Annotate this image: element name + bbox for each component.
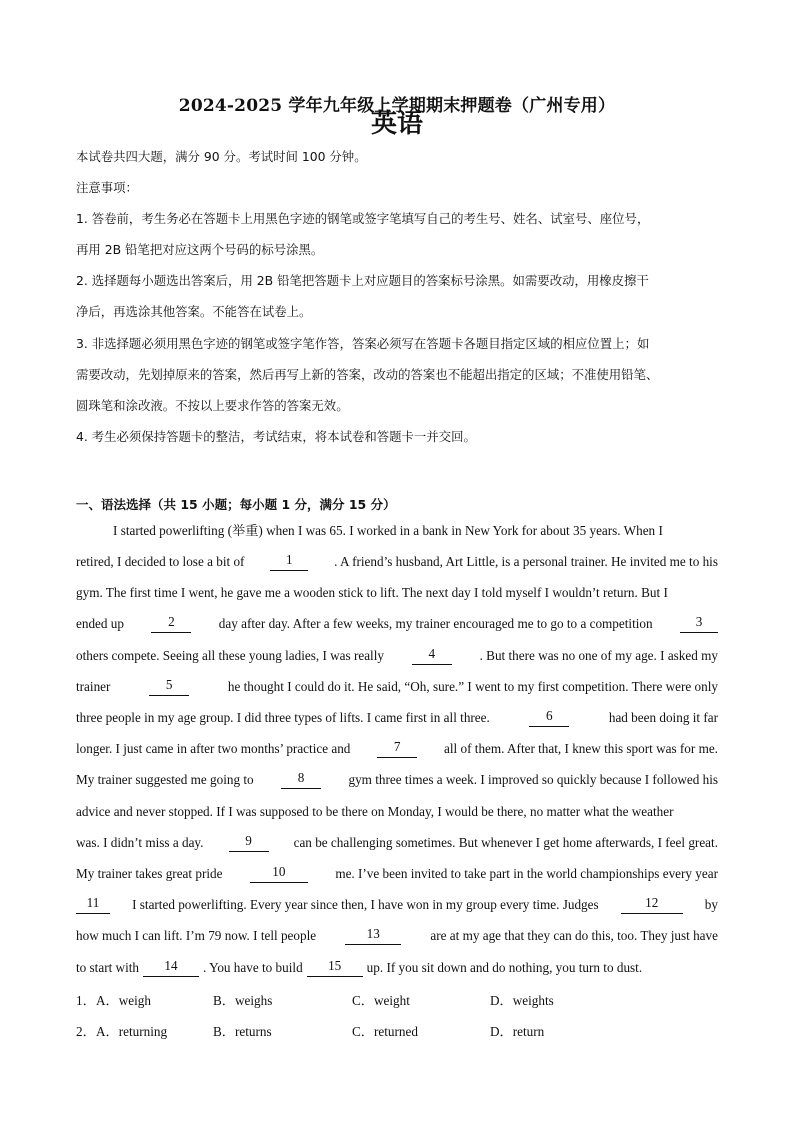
note-line: 4. 考生必须保持答题卡的整洁，考试结束，将本试卷和答题卡一并交回。: [76, 429, 476, 444]
option-b[interactable]: B．weighs: [213, 993, 273, 1008]
option-b[interactable]: B．returns: [213, 1024, 272, 1039]
exam-title: 2024-2025 学年九年级上学期期末押题卷（广州专用）: [178, 96, 616, 116]
answer-blank[interactable]: 3: [680, 615, 718, 633]
answer-blank[interactable]: 14: [143, 959, 199, 977]
note-line: 3. 非选择题必须用黑色字迹的钢笔或签字笔作答，答案必须写在答题卡各题目指定区域的相应位置上；如: [76, 336, 650, 351]
answer-blank[interactable]: 12: [621, 896, 683, 914]
answer-blank[interactable]: 5: [149, 678, 189, 696]
passage-line: My trainer takes great pride 10 me. I’ve been invited to take part in the world championships every year: [76, 864, 718, 881]
answer-blank[interactable]: 9: [229, 834, 269, 852]
answer-blank[interactable]: 10: [250, 865, 308, 883]
option-a[interactable]: A．returning: [96, 1024, 168, 1039]
note-line: 净后，再选涂其他答案。不能答在试卷上。: [76, 304, 312, 319]
answer-blank[interactable]: 1: [270, 553, 308, 571]
passage-line: retired, I decided to lose a bit of 1 . A friend’s husband, Art Little, is a personal trainer. He invited me to his: [76, 552, 718, 569]
passage-line: My trainer suggested me going to 8 gym three times a week. I improved so quickly because I followed his: [76, 770, 718, 787]
option-d[interactable]: D．weights: [490, 993, 554, 1008]
passage-line: was. I didn’t miss a day. 9 can be challenging sometimes. But whenever I get home afterwards, I feel great.: [76, 833, 718, 850]
passage-line: ended up 2 day after day. After a few weeks, my trainer encouraged me to go to a competition 3: [76, 615, 718, 633]
passage-line: others compete. Seeing all these young ladies, I was really 4 . But there was no one of my age. I asked my: [76, 646, 718, 663]
passage-line: three people in my age group. I did three types of lifts. I came first in all three. 6 had been doing it far: [76, 708, 718, 725]
note-line: 1. 答卷前，考生务必在答题卡上用黑色字迹的钢笔或签字笔填写自己的考生号、姓名、试室号、座位号，: [76, 211, 650, 226]
passage-line: gym. The first time I went, he gave me a wooden stick to lift. The next day I told myself I wouldn’t return. But I: [76, 585, 668, 600]
subject-title: 英语: [370, 109, 423, 139]
note-line: 圆珠笔和涂改液。不按以上要求作答的答案无效。: [76, 398, 349, 413]
option-c[interactable]: C．weight: [352, 993, 410, 1008]
passage-line: I started powerlifting (举重) when I was 65. I worked in a bank in New York for about 35 years. When I: [113, 523, 663, 538]
passage-line: trainer 5 he thought I could do it. He said, “Oh, sure.” I went to my first competition. There were only: [76, 677, 718, 694]
section-title: 一、语法选择（共 15 小题；每小题 1 分，满分 15 分）: [76, 497, 396, 512]
answer-blank[interactable]: 4: [412, 647, 452, 665]
note-line: 再用 2B 铅笔把对应这两个号码的标号涂黑。: [76, 242, 324, 257]
passage-line: to start with 14 . You have to build 15 up. If you sit down and do nothing, you turn to dust.: [76, 958, 643, 975]
question-number: 2．: [76, 1024, 96, 1039]
passage-line: longer. I just came in after two months’ practice and 7 all of them. After that, I knew this sport was for me.: [76, 739, 718, 756]
question-number: 1．: [76, 993, 96, 1008]
answer-blank[interactable]: 11: [76, 896, 110, 914]
option-a[interactable]: A．weigh: [96, 993, 151, 1008]
answer-blank[interactable]: 7: [377, 740, 417, 758]
answer-blank[interactable]: 15: [307, 959, 363, 977]
option-d[interactable]: D．return: [490, 1024, 545, 1039]
passage-line: 11 I started powerlifting. Every year since then, I have won in my group every time. Judges 12 by: [76, 896, 718, 914]
option-c[interactable]: C．returned: [352, 1024, 418, 1039]
intro-text: 本试卷共四大题，满分 90 分。考试时间 100 分钟。: [76, 149, 367, 164]
note-line: 需要改动，先划掉原来的答案，然后再写上新的答案，改动的答案也不能超出指定的区域；不准使用铅笔、: [76, 367, 659, 382]
answer-blank[interactable]: 2: [151, 615, 191, 633]
notes-heading: 注意事项：: [76, 180, 138, 195]
answer-blank[interactable]: 8: [281, 771, 321, 789]
passage-line: advice and never stopped. If I was supposed to be there on Monday, I would be there, no matter what the weather: [76, 804, 674, 819]
answer-blank[interactable]: 6: [529, 709, 569, 727]
note-line: 2. 选择题每小题选出答案后，用 2B 铅笔把答题卡上对应题目的答案标号涂黑。如需要改动，用橡皮擦干: [76, 273, 649, 288]
answer-blank[interactable]: 13: [345, 927, 401, 945]
passage-line: how much I can lift. I’m 79 now. I tell people 13 are at my age that they can do this, too. They just have: [76, 926, 718, 943]
